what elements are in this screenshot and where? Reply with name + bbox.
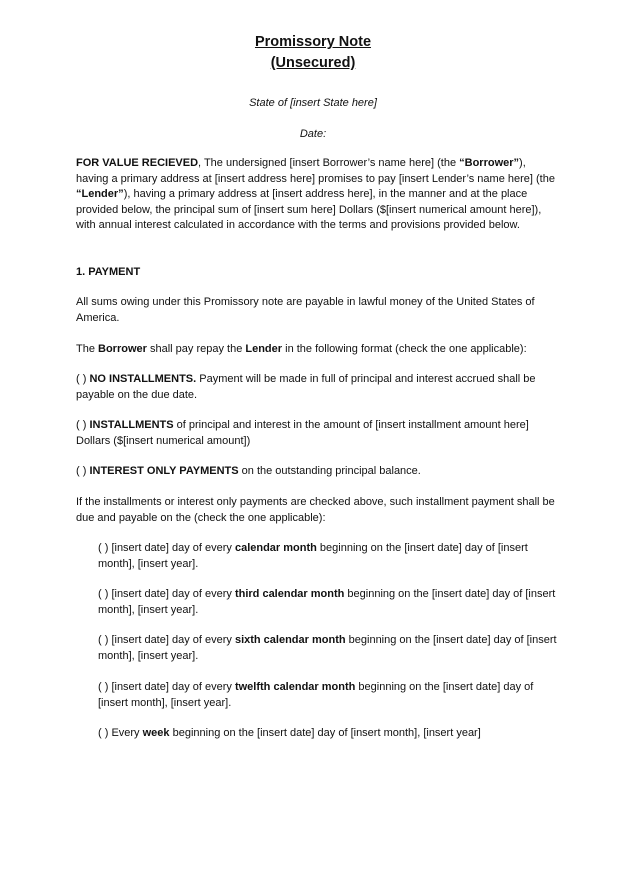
schedule-option-calendar-month: ( ) [insert date] day of every calendar month beginning on the [insert date] day of [insert month], [insert year]. [98,542,528,570]
intro-text-2: ), having a primary address at [insert address here] promises to pay [insert Lender’s name here] (the [76,157,555,185]
schedule-option-third-month: ( ) [insert date] day of every third calendar month beginning on the [insert date] day of [insert month], [insert year]. [98,588,556,616]
schedule-option-sixth-month: ( ) [insert date] day of every sixth calendar month beginning on the [insert date] day of [insert month], [insert year]. [98,634,557,662]
option-no-installments: ( ) NO INSTALLMENTS. Payment will be made in full of principal and interest accrued shall be payable on the due date. [76,373,536,401]
schedule-option-week: ( ) Every week beginning on the [insert date] day of [insert month], [insert year] [98,727,481,739]
section-heading-payment: 1. PAYMENT [76,266,141,278]
document-subtitle: (Unsecured) [270,55,356,71]
checkbox-placeholder: ( ) [76,419,90,431]
intro-text-1: , The undersigned [insert Borrower’s name here] (the [198,157,460,169]
lender-term: Lender [245,343,283,355]
option-installments: ( ) INSTALLMENTS of principal and interest in the amount of [insert installment amount here] Dollars ($[insert numerical amount]) [76,419,529,447]
intro-lead: FOR VALUE RECIEVED [76,157,199,169]
borrower-term: Borrower [98,343,147,355]
lawful-money-paragraph: All sums owing under this Promissory note are payable in lawful money of the United States of America. [76,296,535,324]
checkbox-placeholder: ( ) [76,465,90,477]
option-interest-only: ( ) INTEREST ONLY PAYMENTS on the outstanding principal balance. [76,465,421,477]
lender-term: “Lender” [76,188,124,200]
intro-text-3: ), having a primary address at [insert address here], in the manner and at the place provided below, the principal sum of [insert sum here] Dollars ($[insert numerical amount here]), with annual interest calculated in accordance with the terms and provisions provided below. [76,188,542,231]
date-line: Date: [299,128,327,140]
borrower-term: “Borrower” [459,157,520,169]
payment-format-paragraph: The Borrower shall pay repay the Lender in the following format (check the one applicable): [76,343,527,355]
intro-paragraph [76,156,556,234]
state-line: State of [insert State here] [249,97,377,109]
document-title: Promissory Note [254,34,372,50]
schedule-intro-paragraph: If the installments or interest only payments are checked above, such installment payment shall be due and payable on the (check the one applicable): [76,496,555,524]
checkbox-placeholder: ( ) [76,373,90,385]
schedule-option-twelfth-month: ( ) [insert date] day of every twelfth calendar month beginning on the [insert date] day of [insert month], [insert year]. [98,681,534,709]
